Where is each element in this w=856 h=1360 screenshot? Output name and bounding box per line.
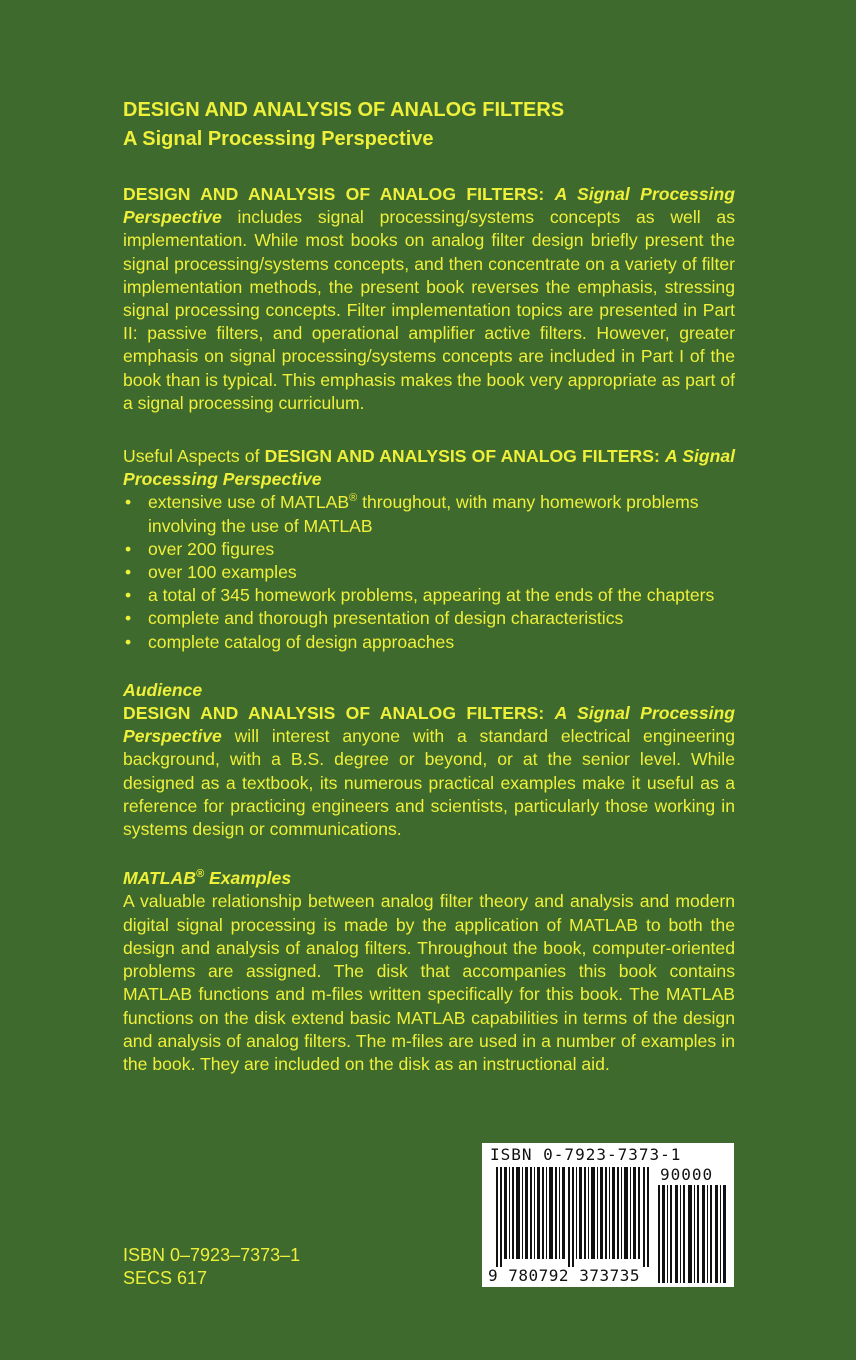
aspects-title: DESIGN AND ANALYSIS OF ANALOG FILTERS: (264, 446, 665, 467)
isbn-block (123, 1244, 300, 1290)
bullet-icon: • (125, 538, 132, 559)
book-subtitle: A Signal Processing Perspective (123, 128, 434, 150)
addon-bars-icon (658, 1185, 728, 1283)
audience-body: will interest anyone with a standard electrical engineering background, with a B.S. degree or beyond, or at the senior level. While designed as a textbook, its numerous practical examples make it useful as a reference for practicing engineers and scientists, particularly those working in systems design or communications. (123, 726, 735, 840)
book-title: DESIGN AND ANALYSIS OF ANALOG FILTERS (123, 99, 565, 121)
audience-paragraph (123, 702, 735, 841)
intro-paragraph (123, 183, 735, 415)
isbn-number: ISBN 0–7923–7373–1 (123, 1245, 301, 1265)
aspects-title-italic: A Signal Processing Perspective (123, 446, 735, 490)
list-item: • over 200 figures (123, 538, 735, 561)
intro-body: includes signal processing/systems concepts as well as implementation. While most books on analog filter design briefly present the signal processing/systems concepts, and then concentrate on a variety of filter implementation methods, the present book reverses the emphasis, stressing signal processing concepts. Filter implementation topics are presented in Part II: passive filters, and operational amplifier active filters. However, greater emphasis on signal processing/systems concepts are included in Part I of the book than is typical. This emphasis makes the book very appropriate as part of a signal processing curriculum. (123, 207, 735, 413)
intro-title: DESIGN AND ANALYSIS OF ANALOG FILTERS: (123, 184, 555, 204)
matlab-heading: MATLAB® Examples (123, 868, 292, 889)
bullet-icon: • (125, 492, 132, 513)
barcode-addon-number: 90000 (660, 1165, 714, 1184)
bullet-icon: • (125, 631, 132, 652)
aspects-lead: Useful Aspects of (123, 446, 265, 467)
list-item: • extensive use of MATLAB® throughout, with many homework problems involving the use of MATLAB (125, 492, 699, 536)
barcode (482, 1143, 734, 1287)
aspects-heading (123, 445, 735, 491)
list-item: • a total of 345 homework problems, appearing at the ends of the chapters (123, 584, 735, 607)
audience-title-italic: A Signal Processing Perspective (123, 703, 735, 747)
audience-title: DESIGN AND ANALYSIS OF ANALOG FILTERS: (123, 703, 555, 724)
secs-number: SECS 617 (123, 1268, 208, 1288)
intro-title-italic: A Signal Processing Perspective (123, 184, 735, 228)
list-item: • complete catalog of design approaches (123, 631, 735, 654)
list-item: • over 100 examples (123, 561, 735, 584)
registered-mark: ® (195, 868, 205, 881)
list-item: • complete and thorough presentation of design characteristics (123, 607, 735, 630)
barcode-ean: 9 780792 373735 (488, 1266, 640, 1285)
bullet-icon: • (125, 608, 132, 629)
back-cover-text (123, 96, 735, 1076)
aspects-list (123, 491, 735, 653)
bullet-icon: • (125, 562, 132, 583)
registered-mark: ® (349, 492, 358, 505)
matlab-paragraph: A valuable relationship between analog filter theory and analysis and modern digital signal processing is made by the application of MATLAB to both the design and analysis of analog filters. Throughout the book, computer-oriented problems are assigned. The disk that accompanies this book contains MATLAB functions and m-files written specifically for this book. The MATLAB functions on the disk extend basic MATLAB capabilities in terms of the design and analysis of analog filters. The m-files are used in a number of examples in the book. They are included on the disk as an instructional aid. (123, 891, 735, 1074)
bullet-icon: • (125, 585, 132, 606)
audience-heading: Audience (123, 679, 203, 700)
barcode-bars-icon (496, 1167, 651, 1267)
barcode-isbn: ISBN 0-7923-7373-1 (490, 1145, 682, 1164)
